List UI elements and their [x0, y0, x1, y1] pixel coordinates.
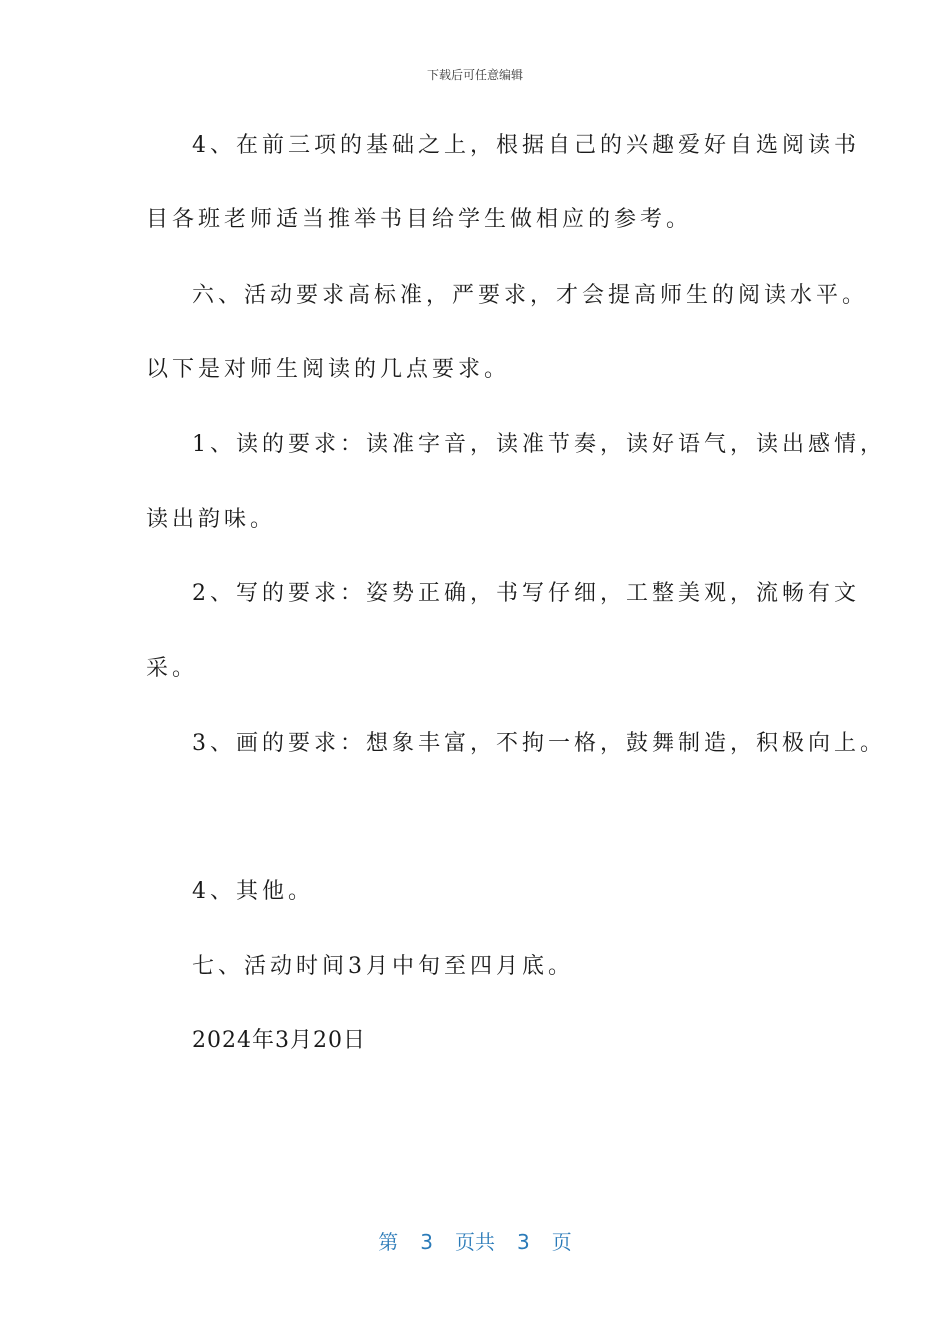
- paragraph-line: 1、读的要求：读准字音，读准节奏，读好语气，读出感情，: [192, 432, 886, 457]
- footer-middle: 页共: [455, 1230, 495, 1254]
- footer-total-pages: 3: [517, 1230, 530, 1254]
- footer-current-page: 3: [420, 1230, 433, 1254]
- paragraph-line: 目各班老师适当推举书目给学生做相应的参考。: [146, 207, 693, 232]
- paragraph-line: 4、其他。: [192, 879, 314, 904]
- paragraph-line: 3、画的要求：想象丰富，不拘一格，鼓舞制造，积极向上。: [192, 731, 886, 756]
- paragraph-line: 以下是对师生阅读的几点要求。: [146, 357, 511, 382]
- paragraph-line: 读出韵味。: [146, 507, 277, 532]
- paragraph-line: 采。: [146, 656, 199, 681]
- page-header: 下载后可任意编辑: [426, 68, 523, 82]
- paragraph-line: 2、写的要求：姿势正确，书写仔细，工整美观，流畅有文: [192, 581, 860, 606]
- footer-suffix: 页: [551, 1230, 572, 1254]
- footer-prefix: 第: [378, 1230, 399, 1254]
- paragraph-line: 4、在前三项的基础之上，根据自己的兴趣爱好自选阅读书: [192, 133, 860, 158]
- paragraph-line: 七、活动时间3月中旬至四月底。: [192, 954, 574, 979]
- page-number-footer: [0, 1226, 950, 1255]
- paragraph-line: 六、活动要求高标准，严要求，才会提高师生的阅读水平。: [192, 283, 869, 308]
- date-line: 2024年3月20日: [192, 1028, 366, 1053]
